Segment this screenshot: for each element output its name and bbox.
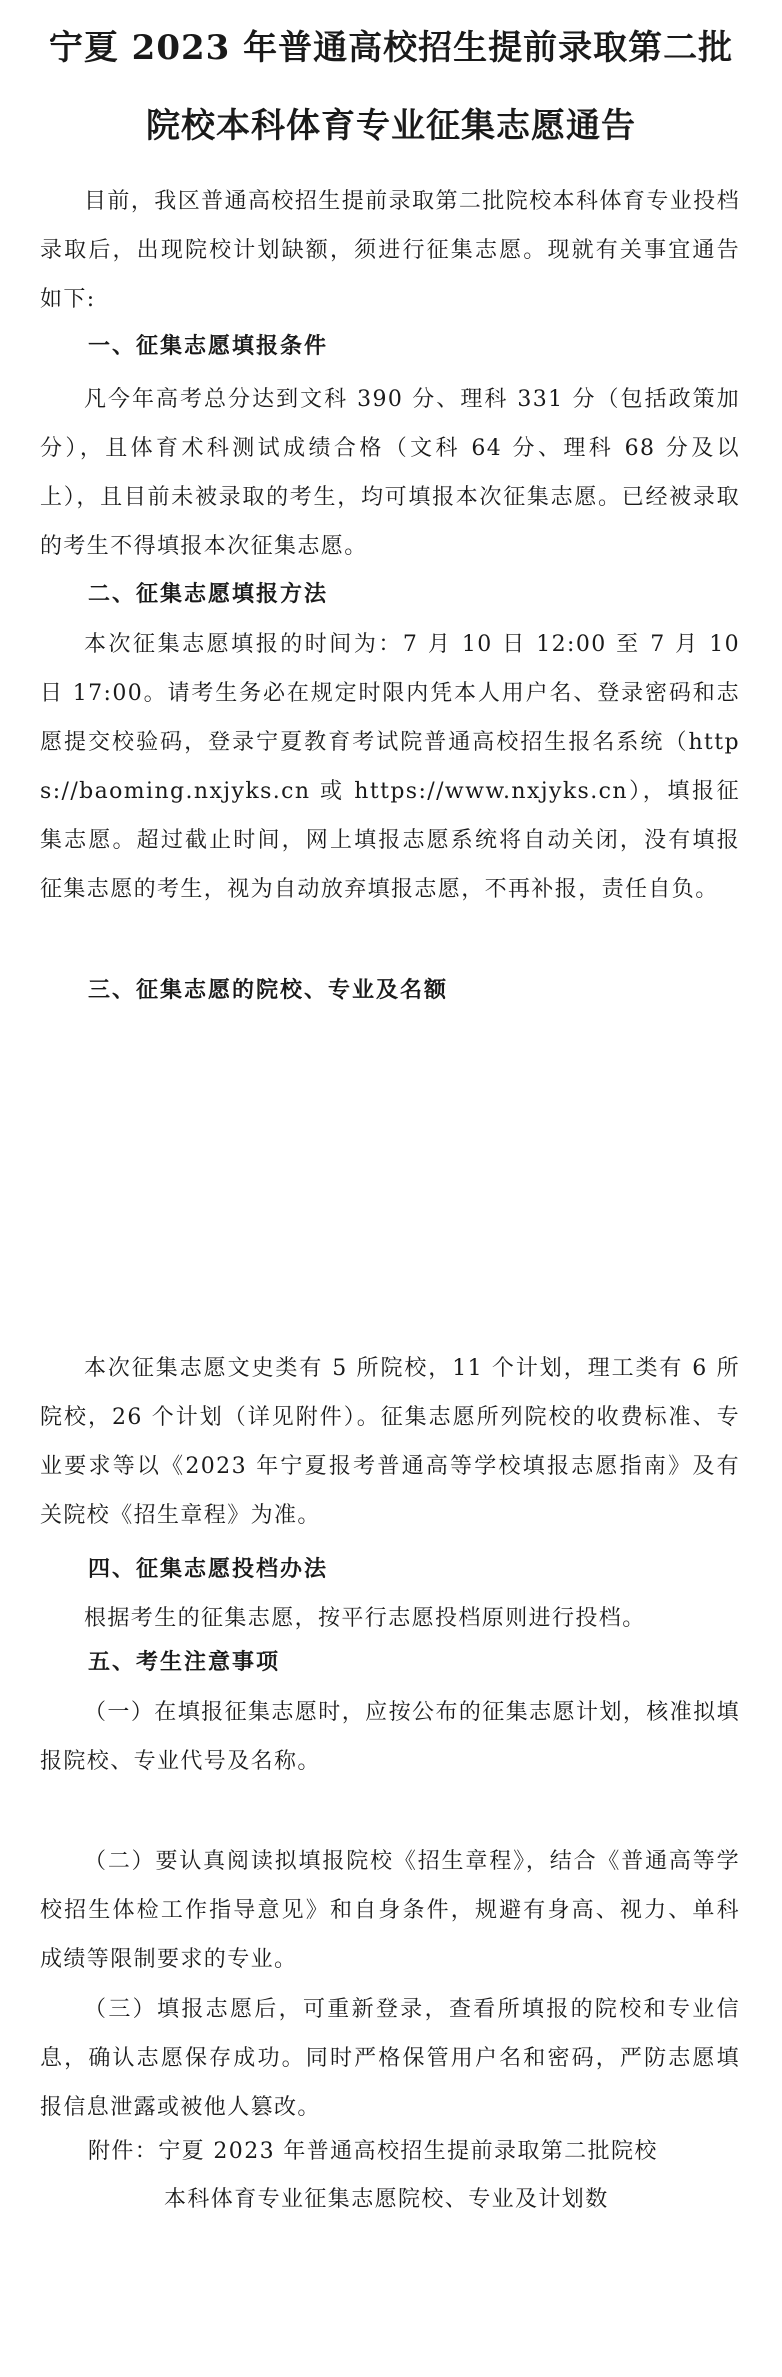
section-heading-notes: 五、考生注意事项	[88, 1650, 281, 1675]
conditions-paragraph: 凡今年高考总分达到文科 390 分、理科 331 分（包括政策加分），且体育术科测试成绩合格（文科 64 分、理科 68 分及以上），且目前未被录取的考生，均可填报本次征集志愿。已经被录取的考生不得填报本次征集志愿。	[40, 387, 740, 559]
intro-paragraph: 目前，我区普通高校招生提前录取第二批院校本科体育专业投档录取后，出现院校计划缺额，须进行征集志愿。现就有关事宜通告如下:	[40, 189, 740, 312]
document-title-line-1: 宁夏 2023 年普通高校招生提前录取第二批	[48, 28, 734, 68]
attachment-line-2: 本科体育专业征集志愿院校、专业及计划数	[164, 2187, 609, 2212]
attachment-line-1	[88, 2128, 748, 2176]
attachment-note	[88, 2128, 748, 2224]
section-heading-admission: 四、征集志愿投档办法	[88, 1557, 329, 1582]
note-item-3: （三）填报志愿后，可重新登录，查看所填报的院校和专业信息，确认志愿保存成功。同时严格保管用户名和密码，严防志愿填报信息泄露或被他人篡改。	[40, 1997, 740, 2120]
method-paragraph: 本次征集志愿填报的时间为：7 月 10 日 12:00 至 7 月 10 日 17:00。请考生务必在规定时限内凭本人用户名、登录密码和志愿提交校验码，登录宁夏教育考试院普通高校招生报名系统（https://baoming.nxjyks.cn 或 https://www.nxjyks.cn），填报征集志愿。超过截止时间，网上填报志愿系统将自动关闭，没有填报征集志愿的考生，视为自动放弃填报志愿，不再补报，责任自负。	[40, 632, 740, 902]
section-heading-quota: 三、征集志愿的院校、专业及名额	[88, 978, 449, 1003]
quota-paragraph: 本次征集志愿文史类有 5 所院校，11 个计划，理工类有 6 所院校，26 个计划（详见附件）。征集志愿所列院校的收费标准、专业要求等以《2023 年宁夏报考普通高等学校填报志愿指南》及有关院校《招生章程》为准。	[40, 1356, 740, 1528]
note-item-1: （一）在填报征集志愿时，应按公布的征集志愿计划，核准拟填报院校、专业代号及名称。	[40, 1700, 740, 1774]
section-heading-conditions: 一、征集志愿填报条件	[88, 334, 329, 359]
section-heading-method: 二、征集志愿填报方法	[88, 582, 329, 607]
note-item-2: （二）要认真阅读拟填报院校《招生章程》，结合《普通高等学校招生体检工作指导意见》和自身条件，规避有身高、视力、单科成绩等限制要求的专业。	[40, 1849, 740, 1972]
attachment-title-1: 宁夏 2023 年普通高校招生提前录取第二批院校	[158, 2139, 658, 2164]
quota-table-area	[40, 1018, 740, 1338]
attachment-label: 附件：	[88, 2139, 159, 2164]
admission-paragraph: 根据考生的征集志愿，按平行志愿投档原则进行投档。	[84, 1606, 646, 1631]
document-title-line-2: 院校本科体育专业征集志愿通告	[146, 106, 636, 146]
